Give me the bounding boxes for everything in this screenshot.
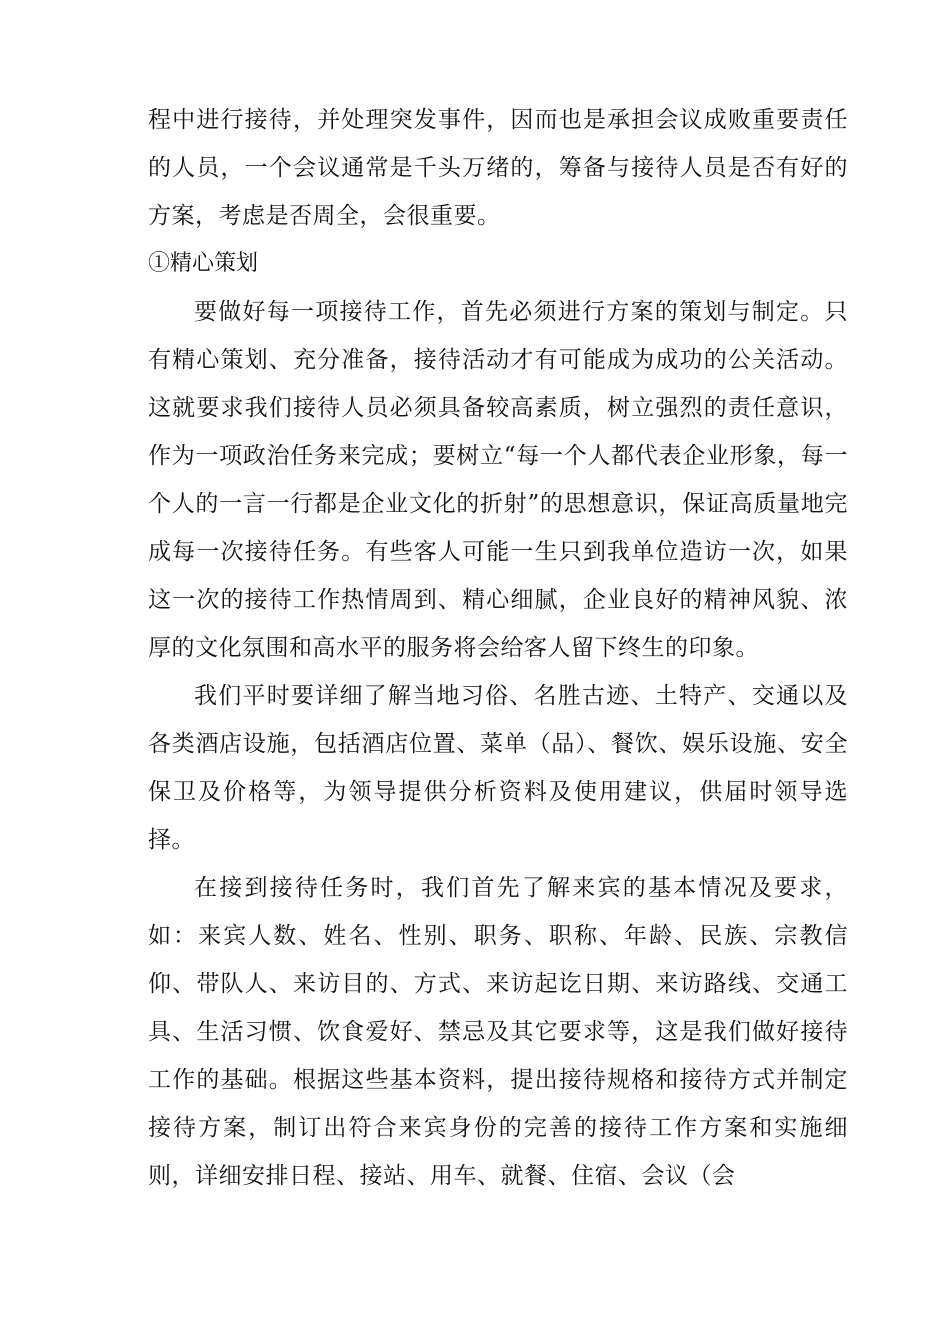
- paragraph-continuation: 程中进行接待，并处理突发事件，因而也是承担会议成败重要责任的人员，一个会议通常是千头万绪的，筹备与接待人员是否有好的方案，考虑是否周全，会很重要。: [148, 107, 848, 229]
- paragraph-planning: 要做好每一项接待工作，首先必须进行方案的策划与制定。只有精心策划、充分准备，接待活动才有可能成为成功的公关活动。这就要求我们接待人员必须具备较高素质，树立强烈的责任意识，作为一项政治任务来完成；要树立“每一个人都代表企业形象，每一个人的一言一行都是企业文化的折射”的思想意识，保证高质量地完成每一次接待任务。有些客人可能一生只到我单位造访一次，如果这一次的接待工作热情周到、精心细腻，企业良好的精神风貌、浓厚的文化氛围和高水平的服务将会给客人留下终生的印象。: [148, 299, 848, 661]
- document-page: [148, 96, 848, 1200]
- section-heading-careful-planning: ①精心策划: [148, 251, 259, 276]
- paragraph-local-knowledge: 我们平时要详细了解当地习俗、名胜古迹、土特产、交通以及各类酒店设施，包括酒店位置、菜单（品）、餐饮、娱乐设施、安全保卫及价格等，为领导提供分析资料及使用建议，供届时领导选择。: [148, 683, 848, 853]
- paragraph-guest-info: 在接到接待任务时，我们首先了解来宾的基本情况及要求，如：来宾人数、姓名、性别、职务、职称、年龄、民族、宗教信仰、带队人、来访目的、方式、来访起讫日期、来访路线、交通工具、生活习惯、饮食爱好、禁忌及其它要求等，这是我们做好接待工作的基础。根据这些基本资料，提出接待规格和接待方式并制定接待方案，制订出符合来宾身份的完善的接待工作方案和实施细则，详细安排日程、接站、用车、就餐、住宿、会议（会: [148, 875, 848, 1189]
